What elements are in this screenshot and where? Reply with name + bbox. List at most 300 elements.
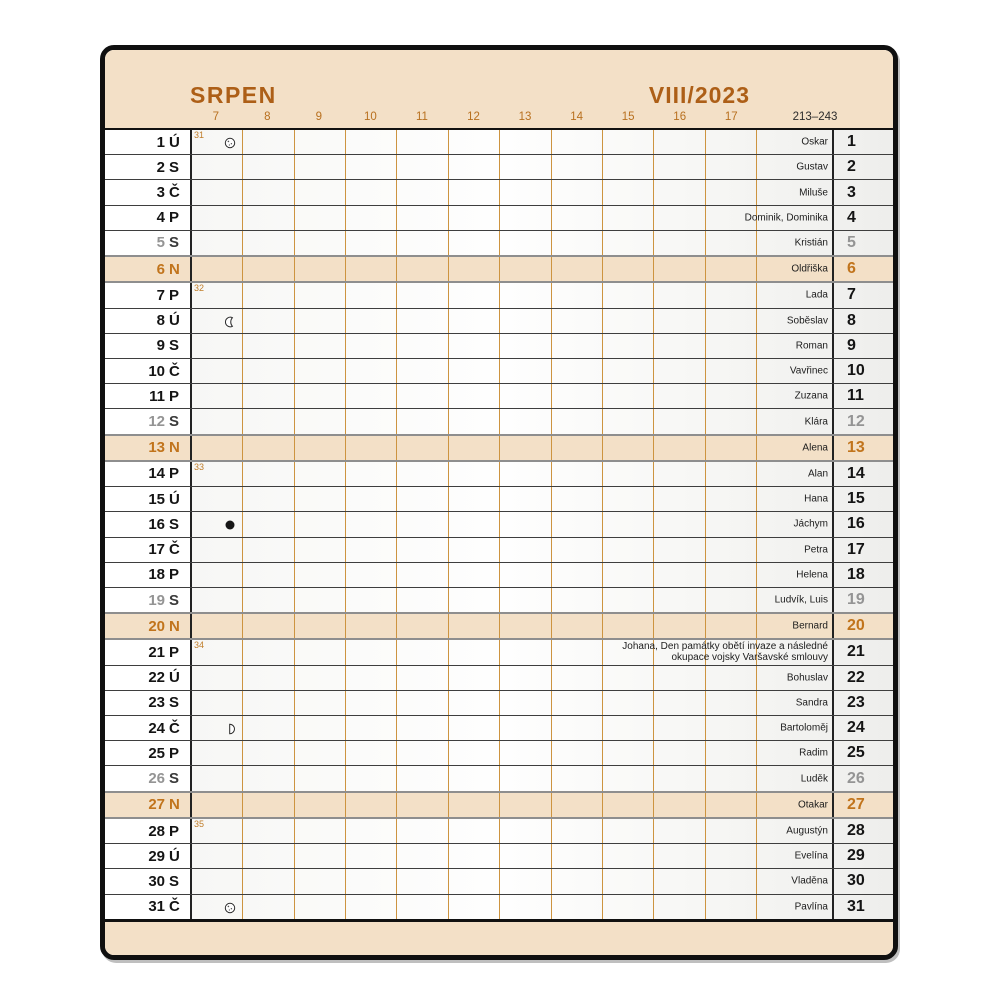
nameday-text: Johana, Den památky obětí invaze a následné okupace vojsky Varšavské smlouvy [622, 641, 828, 664]
hour-cell [500, 512, 551, 536]
hour-cell [397, 257, 448, 281]
hour-cell [192, 869, 243, 893]
hour-cell [346, 283, 397, 307]
hour-label: 17 [724, 111, 738, 123]
nameday-cell [757, 563, 832, 587]
hour-cell [449, 384, 500, 408]
day-row-28 [105, 819, 893, 843]
day-number-right: 6 [832, 257, 893, 281]
day-label-cell [105, 384, 190, 408]
hour-cell [552, 563, 603, 587]
day-number-right: 29 [832, 844, 893, 868]
hour-cell [500, 666, 551, 690]
day-number: 31 [148, 898, 165, 916]
hour-cell [243, 487, 294, 511]
hour-cell [243, 436, 294, 460]
day-number-right: 18 [832, 563, 893, 587]
weekday-letter: S [169, 872, 180, 890]
hour-cell [397, 844, 448, 868]
day-row-21 [105, 640, 893, 664]
nameday-text: Sandra [795, 697, 828, 709]
hour-cell [500, 766, 551, 790]
day-row-17 [105, 537, 893, 562]
hour-cell [552, 409, 603, 433]
day-number-right: 22 [832, 666, 893, 690]
hour-cell [295, 155, 346, 179]
hour-cell [500, 716, 551, 740]
hour-cell [295, 666, 346, 690]
day-number: 3 [156, 184, 165, 202]
day-number: 2 [156, 158, 165, 176]
hour-cell [500, 691, 551, 715]
nameday-text: Helena [796, 569, 828, 581]
hour-cell [500, 231, 551, 255]
day-number-right: 20 [832, 614, 893, 638]
hour-cell [449, 819, 500, 843]
day-label-cell [105, 614, 190, 638]
nameday-text: Alena [802, 442, 828, 454]
hour-cell [449, 766, 500, 790]
hour-cell [295, 844, 346, 868]
nameday-cell [757, 130, 832, 154]
hour-cell [552, 793, 603, 817]
nameday-cell [757, 231, 832, 255]
hour-cell [397, 231, 448, 255]
full-moon-icon [224, 136, 236, 148]
day-label-cell [105, 691, 190, 715]
hour-cell [192, 766, 243, 790]
day-number-right: 15 [832, 487, 893, 511]
day-number: 24 [148, 719, 165, 737]
day-number: 8 [156, 312, 165, 330]
nameday-text: Vavřinec [789, 365, 828, 377]
hour-cell [346, 130, 397, 154]
weekday-letter: Ú [169, 847, 180, 865]
hour-cell [552, 334, 603, 358]
day-number-right: 17 [832, 538, 893, 562]
day-row-10 [105, 358, 893, 383]
hour-cell [552, 231, 603, 255]
hour-cell [552, 359, 603, 383]
hour-cell [397, 614, 448, 638]
hour-cell [192, 793, 243, 817]
nameday-text: Lada [805, 289, 828, 301]
hour-cell [346, 436, 397, 460]
hour-cell [295, 512, 346, 536]
hour-cell [346, 819, 397, 843]
hour-cell [397, 359, 448, 383]
day-number-right: 30 [832, 869, 893, 893]
day-number-right: 9 [832, 334, 893, 358]
hour-cell [243, 666, 294, 690]
weekday-letter: Č [169, 898, 180, 916]
day-label-cell [105, 793, 190, 817]
hour-cell [192, 180, 243, 204]
hour-cell [449, 206, 500, 230]
day-label-cell [105, 283, 190, 307]
day-number-right: 4 [832, 206, 893, 230]
day-number: 12 [148, 413, 165, 431]
hour-cell [346, 334, 397, 358]
hour-cell [397, 691, 448, 715]
calendar-header [105, 50, 893, 128]
day-label-cell [105, 666, 190, 690]
first-quarter-moon-icon [224, 722, 236, 734]
day-number: 16 [148, 515, 165, 533]
hour-cell [449, 588, 500, 612]
hour-cell [500, 869, 551, 893]
nameday-cell [757, 309, 832, 333]
hour-cell [243, 155, 294, 179]
hour-cell [552, 512, 603, 536]
nameday-text: Jáchym [793, 518, 828, 530]
weekday-letter: Č [169, 719, 180, 737]
hour-cell [397, 283, 448, 307]
nameday-cell [757, 180, 832, 204]
hour-cell [397, 130, 448, 154]
weekday-letter: Č [169, 184, 180, 202]
hour-cell [552, 155, 603, 179]
hour-cell [243, 359, 294, 383]
hour-cell [449, 538, 500, 562]
nameday-cell [757, 793, 832, 817]
hour-cell [449, 257, 500, 281]
hour-cell [295, 334, 346, 358]
hour-cell [295, 869, 346, 893]
nameday-cell [757, 155, 832, 179]
hour-cell [500, 793, 551, 817]
nameday-text: Gustav [796, 161, 828, 173]
hour-cell [243, 257, 294, 281]
nameday-cell [757, 409, 832, 433]
nameday-cell [757, 257, 832, 281]
weekday-letter: N [169, 439, 180, 457]
hour-cell [449, 334, 500, 358]
hour-cell [346, 691, 397, 715]
hour-cell [397, 895, 448, 919]
week-number: 32 [194, 283, 205, 294]
day-number-right: 11 [832, 384, 893, 408]
hour-cell [346, 666, 397, 690]
weekday-letter: S [169, 515, 180, 533]
hour-cell [346, 640, 397, 664]
day-number: 22 [148, 669, 165, 687]
hour-cell [295, 309, 346, 333]
hour-cell [243, 819, 294, 843]
nameday-text: Augustýn [786, 825, 828, 837]
hour-cell [192, 155, 243, 179]
hour-cell [449, 793, 500, 817]
day-label-cell [105, 257, 190, 281]
nameday-text: Petra [804, 544, 828, 556]
day-row-16 [105, 511, 893, 536]
day-number: 27 [148, 796, 165, 814]
hour-cell [397, 563, 448, 587]
hour-cell [397, 538, 448, 562]
hour-cell [346, 538, 397, 562]
day-number: 10 [148, 362, 165, 380]
hour-cell [243, 283, 294, 307]
hour-cell [346, 257, 397, 281]
hour-cell [552, 436, 603, 460]
day-row-20 [105, 612, 893, 640]
hour-cell [552, 538, 603, 562]
weekday-letter: N [169, 260, 180, 278]
weekday-letter: Ú [169, 133, 180, 151]
hour-cell [449, 359, 500, 383]
hour-cell [346, 895, 397, 919]
day-label-cell [105, 462, 190, 486]
hour-label: 8 [264, 111, 271, 123]
hour-cell [295, 206, 346, 230]
day-label-cell [105, 563, 190, 587]
day-number: 1 [156, 133, 165, 151]
hour-cell [243, 869, 294, 893]
month-year-code: VIII/2023 [648, 82, 750, 108]
hour-label: 7 [212, 111, 219, 123]
day-number: 7 [156, 286, 165, 304]
hour-cell [449, 640, 500, 664]
hour-cell [552, 691, 603, 715]
hour-cell [192, 741, 243, 765]
hour-cell [295, 487, 346, 511]
hour-cell [397, 436, 448, 460]
day-row-11 [105, 383, 893, 408]
hour-cell [552, 741, 603, 765]
hour-cell [243, 334, 294, 358]
hour-cell [500, 640, 551, 664]
day-number: 4 [156, 209, 165, 227]
nameday-text: Oskar [801, 136, 828, 148]
hour-cell [346, 793, 397, 817]
hour-cell [500, 462, 551, 486]
hour-label: 16 [673, 111, 687, 123]
nameday-cell [757, 895, 832, 919]
day-label-cell [105, 588, 190, 612]
hour-cell [500, 384, 551, 408]
hour-cell [243, 384, 294, 408]
day-row-13 [105, 434, 893, 462]
hour-cell [243, 588, 294, 612]
hour-cell [397, 180, 448, 204]
hour-cell [397, 487, 448, 511]
nameday-text: Oldřiška [791, 263, 828, 275]
new-moon-icon [224, 518, 236, 530]
hour-cell [346, 716, 397, 740]
hour-cell [552, 384, 603, 408]
nameday-text: Bohuslav [786, 672, 828, 684]
hour-cell [552, 309, 603, 333]
hour-cell [397, 666, 448, 690]
hour-cell [449, 155, 500, 179]
day-label-cell [105, 231, 190, 255]
day-label-cell [105, 766, 190, 790]
weekday-letter: P [169, 566, 180, 584]
day-label-cell [105, 716, 190, 740]
weekday-letter: S [169, 694, 180, 712]
hour-cell [295, 180, 346, 204]
day-number: 6 [156, 260, 165, 278]
hour-cell [346, 309, 397, 333]
day-row-23 [105, 690, 893, 715]
hour-cell [243, 130, 294, 154]
hour-cell [552, 895, 603, 919]
hour-cell [449, 409, 500, 433]
hour-cell [500, 895, 551, 919]
hour-cell [295, 130, 346, 154]
hour-cell [449, 512, 500, 536]
day-row-9 [105, 333, 893, 358]
hour-cell [552, 462, 603, 486]
hour-cell [192, 384, 243, 408]
hour-cell [500, 614, 551, 638]
hour-cell [397, 793, 448, 817]
nameday-text: Luděk [800, 773, 828, 785]
day-label-cell [105, 538, 190, 562]
hour-cell [500, 844, 551, 868]
hour-cell [243, 538, 294, 562]
hour-cell [192, 409, 243, 433]
hour-cell [243, 231, 294, 255]
hour-cell [346, 588, 397, 612]
hour-cell [397, 819, 448, 843]
day-label-cell [105, 359, 190, 383]
hour-cell [243, 206, 294, 230]
hour-cell [500, 359, 551, 383]
hour-cell [552, 844, 603, 868]
day-label-cell [105, 180, 190, 204]
hour-cell [449, 462, 500, 486]
hour-cell [346, 563, 397, 587]
hour-cell [397, 384, 448, 408]
day-number: 5 [156, 234, 165, 252]
day-number: 15 [148, 490, 165, 508]
hour-cell [552, 206, 603, 230]
hour-cell [552, 130, 603, 154]
weekday-letter: S [169, 591, 180, 609]
weekday-letter: Č [169, 541, 180, 559]
day-number-right: 28 [832, 819, 893, 843]
hour-label: 10 [364, 111, 377, 123]
hour-cell [192, 691, 243, 715]
hour-cell [397, 462, 448, 486]
weekday-letter: P [169, 643, 180, 661]
day-label-cell [105, 512, 190, 536]
day-number: 26 [148, 770, 165, 788]
hour-cell [552, 180, 603, 204]
day-number-right: 31 [832, 895, 893, 919]
day-row-6 [105, 255, 893, 283]
hour-cell [346, 869, 397, 893]
hour-cell [243, 180, 294, 204]
month-name: SRPEN [190, 82, 277, 108]
day-number-right: 16 [832, 512, 893, 536]
hour-cell [192, 359, 243, 383]
hour-cell [192, 231, 243, 255]
hour-cell [500, 538, 551, 562]
day-row-31 [105, 894, 893, 919]
hour-cell [295, 409, 346, 433]
day-row-2 [105, 154, 893, 179]
day-row-25 [105, 740, 893, 765]
day-label-cell [105, 130, 190, 154]
day-label-cell [105, 487, 190, 511]
hour-cell [552, 766, 603, 790]
nameday-text: Klára [804, 416, 828, 428]
hour-cell [192, 666, 243, 690]
day-number-right: 2 [832, 155, 893, 179]
hour-cell [346, 384, 397, 408]
day-number: 19 [148, 591, 165, 609]
hour-scale [190, 111, 893, 127]
hour-label: 13 [518, 111, 532, 123]
nameday-cell [757, 614, 832, 638]
hour-cell [243, 741, 294, 765]
hour-cell [243, 309, 294, 333]
hour-cell [295, 741, 346, 765]
hour-cell [552, 640, 603, 664]
nameday-cell [757, 716, 832, 740]
week-number: 33 [194, 461, 205, 472]
nameday-text: Bernard [792, 620, 828, 632]
weekday-letter: P [169, 822, 180, 840]
hour-cell [500, 588, 551, 612]
day-number-right: 8 [832, 309, 893, 333]
hour-cell [346, 512, 397, 536]
hour-cell [243, 766, 294, 790]
hour-cell [552, 487, 603, 511]
day-row-15 [105, 486, 893, 511]
nameday-cell [757, 691, 832, 715]
hour-cell [346, 844, 397, 868]
hour-cell [346, 766, 397, 790]
hour-cell [397, 716, 448, 740]
nameday-text: Vladěna [791, 875, 828, 887]
hour-cell [500, 257, 551, 281]
hour-cell [397, 512, 448, 536]
last-quarter-moon-icon [224, 315, 236, 327]
weekday-letter: Ú [169, 312, 180, 330]
weekday-letter: N [169, 796, 180, 814]
hour-cell [295, 257, 346, 281]
week-number: 31 [194, 130, 205, 140]
hour-cell [397, 409, 448, 433]
hour-cell [346, 487, 397, 511]
day-row-3 [105, 179, 893, 204]
day-number-right: 21 [832, 640, 893, 664]
nameday-cell [757, 359, 832, 383]
day-number: 25 [148, 744, 165, 762]
hour-cell [500, 819, 551, 843]
weekday-letter: P [169, 286, 180, 304]
weekday-letter: S [169, 413, 180, 431]
hour-cell [500, 283, 551, 307]
nameday-cell [757, 283, 832, 307]
hour-cell [295, 819, 346, 843]
hour-cell [552, 257, 603, 281]
nameday-text: Ludvík, Luis [774, 594, 828, 606]
nameday-cell [757, 766, 832, 790]
weekday-letter: S [169, 337, 180, 355]
nameday-cell [757, 588, 832, 612]
nameday-cell [757, 869, 832, 893]
nameday-text: Miluše [799, 187, 828, 199]
hour-cell [243, 614, 294, 638]
day-number-right: 24 [832, 716, 893, 740]
hour-cell [295, 640, 346, 664]
hour-cell [346, 462, 397, 486]
day-number: 21 [148, 643, 165, 661]
